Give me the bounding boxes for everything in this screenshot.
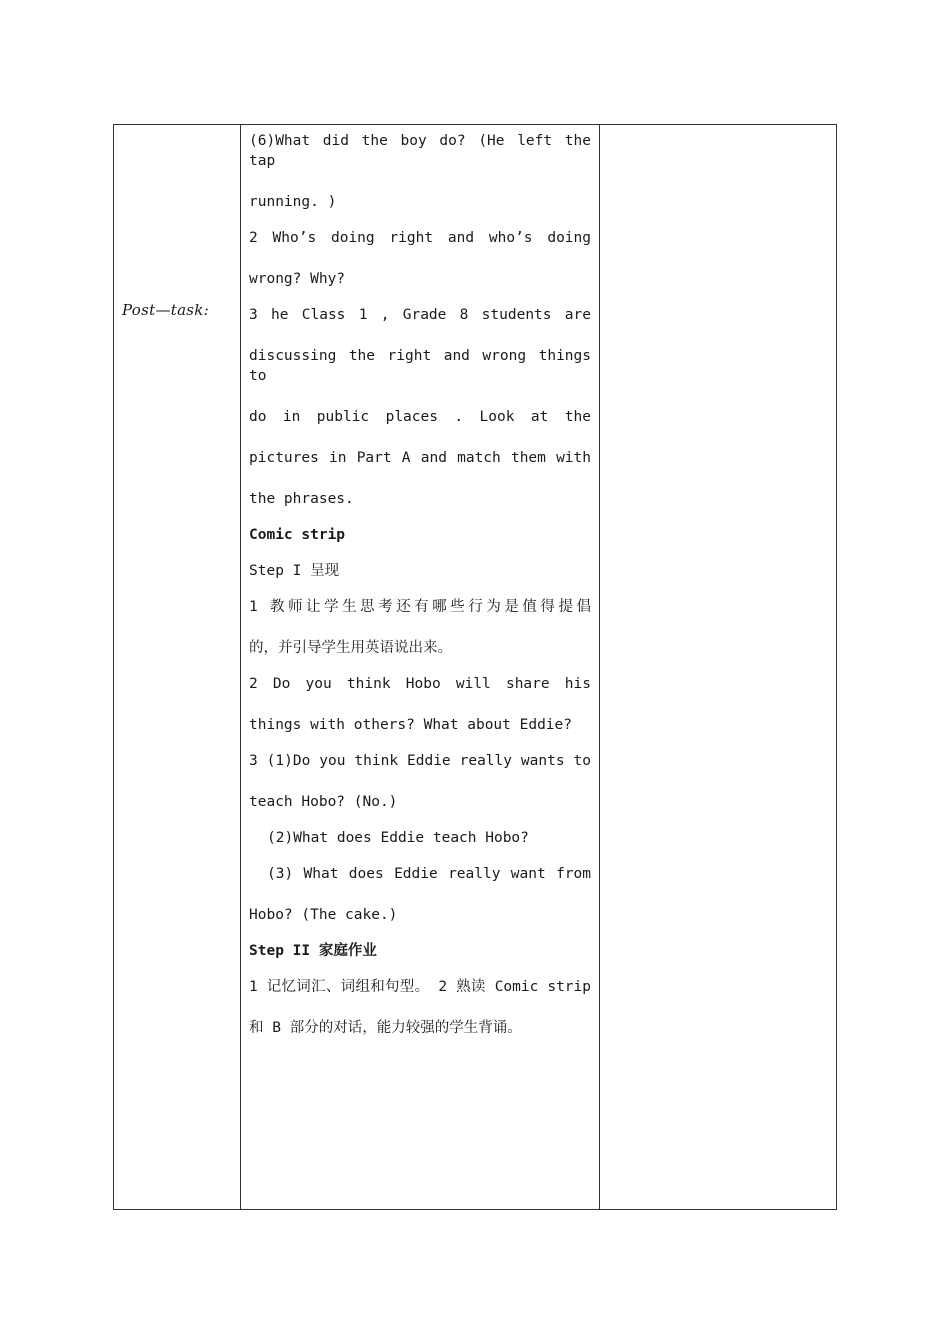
content-line: wrong? Why?: [249, 271, 346, 287]
content-line: pictures in Part A and match them with: [249, 450, 591, 466]
content-line: discussing the right and wrong things to: [249, 348, 591, 384]
table-row: [114, 125, 837, 1210]
content-line: 3 he Class 1 , Grade 8 students are: [249, 307, 591, 323]
content-line: 的，并引导学生用英语说出来。: [249, 640, 452, 656]
content-line: Hobo? (The cake.): [249, 907, 398, 923]
notes-cell: [600, 125, 837, 1210]
step-one-heading: Step I 呈现: [249, 563, 340, 579]
section-label: Post—task:: [122, 301, 210, 319]
content-line: teach Hobo? (No.): [249, 794, 398, 810]
comic-strip-heading: Comic strip: [249, 527, 346, 543]
content-line: (6)What did the boy do? (He left the tap: [249, 133, 591, 169]
content-line: 和 B 部分的对话，能力较强的学生背诵。: [249, 1020, 522, 1036]
content-line: 3 (1)Do you think Eddie really wants to: [249, 753, 591, 769]
content-line: 2 Who’s doing right and who’s doing: [249, 230, 591, 246]
content-line: 1 教师让学生思考还有哪些行为是值得提倡: [249, 599, 591, 615]
content-line: things with others? What about Eddie?: [249, 717, 573, 733]
content-line: do in public places . Look at the: [249, 409, 591, 425]
teaching-content-cell: [241, 125, 600, 1210]
teaching-content: [241, 125, 599, 1038]
content-line: (2)What does Eddie teach Hobo?: [267, 830, 529, 846]
content-line: the phrases.: [249, 491, 354, 507]
content-line: 2 Do you think Hobo will share his: [249, 676, 591, 692]
content-line: 1 记忆词汇、词组和句型。 2 熟读 Comic strip: [249, 979, 591, 995]
lesson-plan-table: [113, 124, 837, 1210]
content-line: running. ): [249, 194, 337, 210]
content-line: (3) What does Eddie really want from: [267, 866, 591, 882]
section-label-cell: [114, 125, 241, 1210]
step-two-heading: Step II 家庭作业: [249, 943, 377, 959]
